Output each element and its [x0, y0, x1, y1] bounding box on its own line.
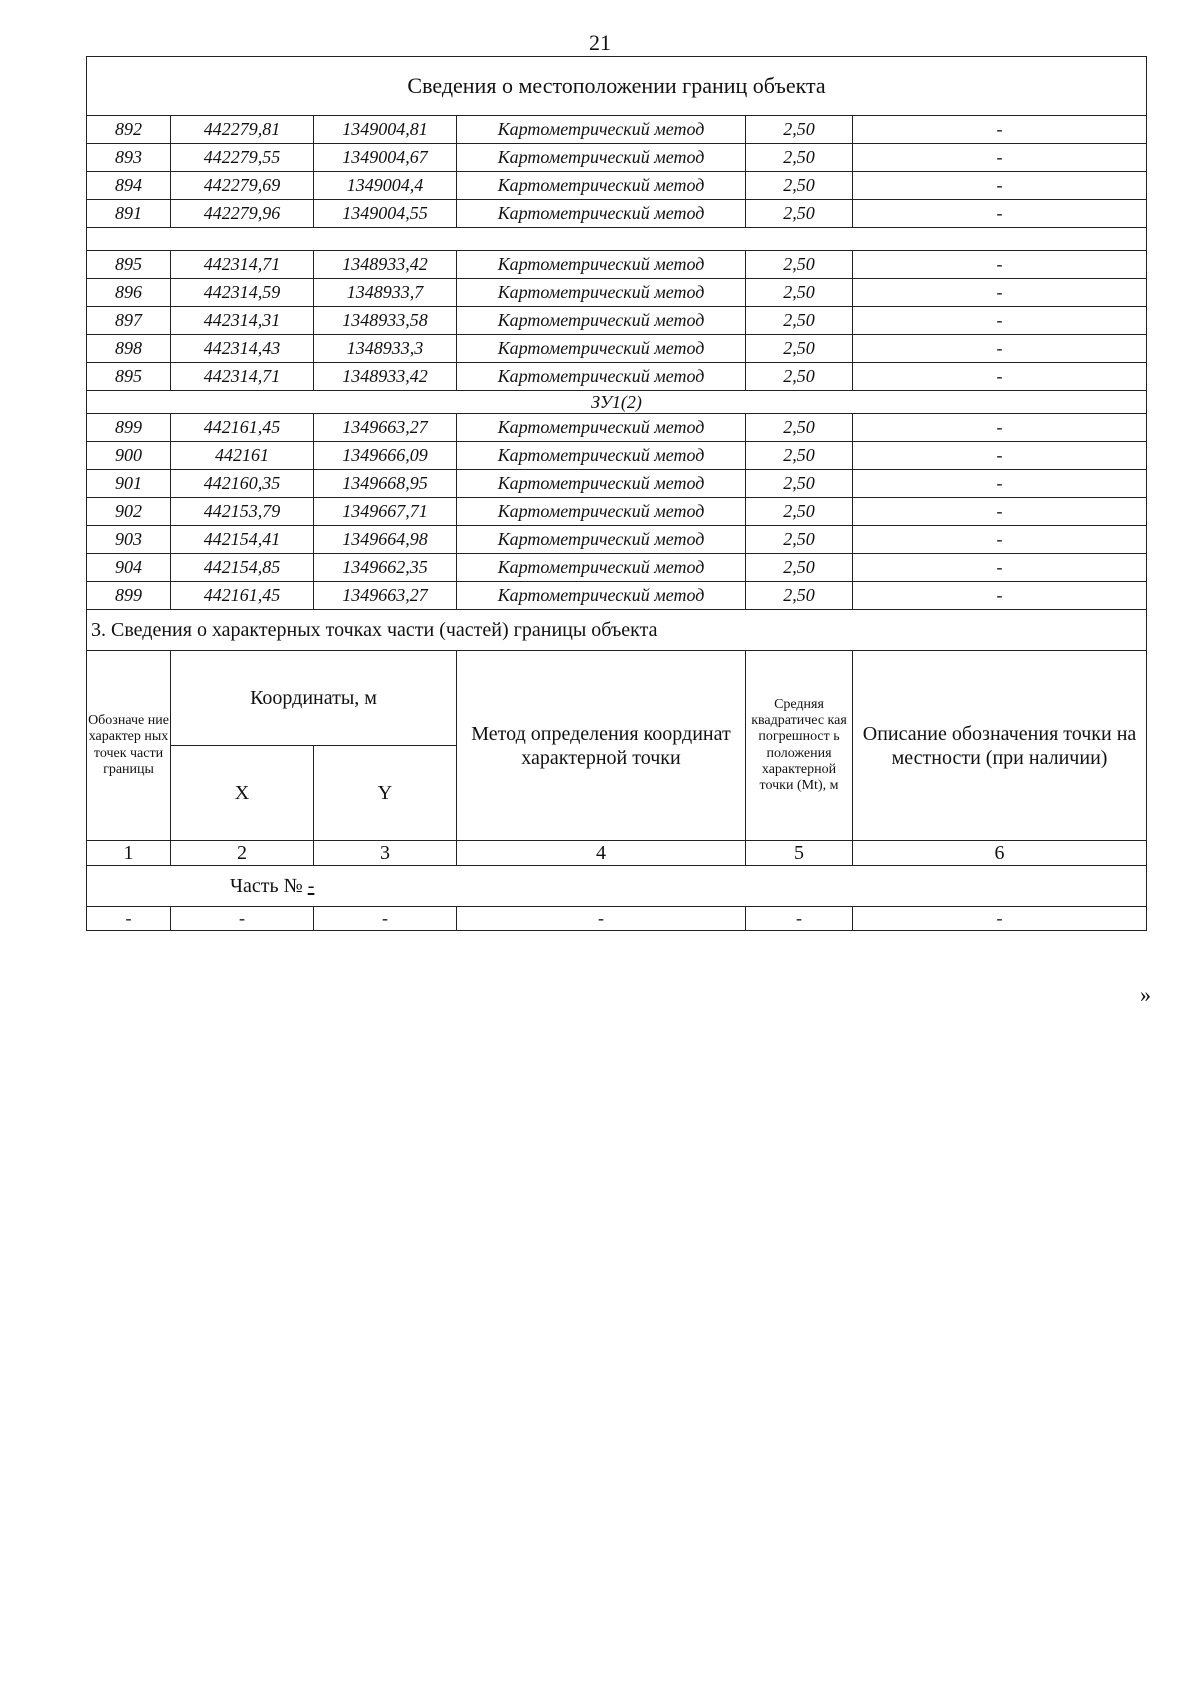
- table-cell: Картометрический метод: [457, 279, 746, 307]
- column-numbers-row: [87, 841, 1147, 866]
- section3-title: 3. Сведения о характерных точках части (частей) границы объекта: [87, 610, 1147, 651]
- table-cell: 2,50: [746, 442, 853, 470]
- table-row: [87, 335, 1147, 363]
- table-cell: 2,50: [746, 526, 853, 554]
- table-cell: 442154,41: [171, 526, 314, 554]
- table-cell: 902: [87, 498, 171, 526]
- table-row: [87, 582, 1147, 610]
- table-cell: 2,50: [746, 498, 853, 526]
- table-cell: Картометрический метод: [457, 526, 746, 554]
- table-row: [87, 144, 1147, 172]
- spacer-cell: [87, 228, 1147, 251]
- table-cell: 1349663,27: [314, 414, 457, 442]
- table-cell: 2,50: [746, 116, 853, 144]
- table-cell: 899: [87, 582, 171, 610]
- table-cell: 442160,35: [171, 470, 314, 498]
- table-cell: 1349004,81: [314, 116, 457, 144]
- column-number: 1: [87, 841, 171, 866]
- table-row: [87, 307, 1147, 335]
- boundary-table: [86, 56, 1147, 931]
- table-cell: -: [853, 526, 1147, 554]
- table-cell: -: [853, 470, 1147, 498]
- table-cell: 894: [87, 172, 171, 200]
- table-cell: 1349667,71: [314, 498, 457, 526]
- table-cell: 2,50: [746, 251, 853, 279]
- table-cell: 1349668,95: [314, 470, 457, 498]
- table-row: [87, 279, 1147, 307]
- part-label: Часть №: [230, 874, 308, 897]
- table-cell: 442161,45: [171, 414, 314, 442]
- column-number: 2: [171, 841, 314, 866]
- column-number: 3: [314, 841, 457, 866]
- column-number: 4: [457, 841, 746, 866]
- table-row: [87, 470, 1147, 498]
- table-cell: Картометрический метод: [457, 554, 746, 582]
- table-cell: -: [853, 307, 1147, 335]
- table-cell: Картометрический метод: [457, 498, 746, 526]
- table-cell: -: [853, 554, 1147, 582]
- table-cell: Картометрический метод: [457, 251, 746, 279]
- table-cell: 442314,59: [171, 279, 314, 307]
- table-cell: 1349663,27: [314, 582, 457, 610]
- table-cell: -: [853, 582, 1147, 610]
- table-cell: 893: [87, 144, 171, 172]
- table-cell: 1348933,3: [314, 335, 457, 363]
- table-cell: 2,50: [746, 172, 853, 200]
- table-cell: -: [853, 363, 1147, 391]
- table-cell: 2,50: [746, 144, 853, 172]
- table-cell: -: [853, 414, 1147, 442]
- table-row: [87, 251, 1147, 279]
- table-row: [87, 526, 1147, 554]
- table-cell: Картометрический метод: [457, 200, 746, 228]
- table-cell: 896: [87, 279, 171, 307]
- page-number: 21: [589, 30, 611, 55]
- table-cell: 903: [87, 526, 171, 554]
- table-cell: 442279,69: [171, 172, 314, 200]
- table-cell: 2,50: [746, 200, 853, 228]
- table-row: [87, 172, 1147, 200]
- table-row: [87, 200, 1147, 228]
- table-cell: -: [853, 498, 1147, 526]
- table-cell: 1349004,67: [314, 144, 457, 172]
- table-cell: 1348933,42: [314, 363, 457, 391]
- table-cell: 442314,31: [171, 307, 314, 335]
- table-cell: 442161: [171, 442, 314, 470]
- table-cell: 2,50: [746, 363, 853, 391]
- table-cell: 442314,43: [171, 335, 314, 363]
- table-cell: 2,50: [746, 307, 853, 335]
- table-cell: -: [853, 279, 1147, 307]
- table-cell: 1349662,35: [314, 554, 457, 582]
- table-cell: -: [171, 907, 314, 931]
- header-method: Метод определения координат характерной точки: [457, 651, 746, 841]
- table-cell: 442153,79: [171, 498, 314, 526]
- table-cell: 2,50: [746, 470, 853, 498]
- table-cell: 442314,71: [171, 251, 314, 279]
- table-cell: 1349004,55: [314, 200, 457, 228]
- header-coordinates: Координаты, м: [171, 651, 457, 746]
- table-cell: 895: [87, 363, 171, 391]
- table-cell: -: [853, 144, 1147, 172]
- table-cell: 891: [87, 200, 171, 228]
- header-point-designation: Обозначе ние характер ных точек части границы: [87, 651, 171, 841]
- table-cell: -: [853, 335, 1147, 363]
- header-error: Средняя квадратичес кая погрешност ь положения характерной точки (Mt), м: [746, 651, 853, 841]
- spacer-row: [87, 228, 1147, 251]
- table-row: [87, 414, 1147, 442]
- part-number: -: [307, 874, 315, 897]
- table-cell: 1349664,98: [314, 526, 457, 554]
- table-cell: 1348933,7: [314, 279, 457, 307]
- table-cell: 1349004,4: [314, 172, 457, 200]
- table-cell: Картометрический метод: [457, 335, 746, 363]
- table-cell: 442161,45: [171, 582, 314, 610]
- table-cell: -: [457, 907, 746, 931]
- table-cell: 1348933,42: [314, 251, 457, 279]
- table-cell: -: [87, 907, 171, 931]
- table-cell: -: [853, 200, 1147, 228]
- table-cell: 900: [87, 442, 171, 470]
- table-cell: 442279,96: [171, 200, 314, 228]
- table-cell: 442314,71: [171, 363, 314, 391]
- column-number: 5: [746, 841, 853, 866]
- table-cell: Картометрический метод: [457, 172, 746, 200]
- table-cell: -: [314, 907, 457, 931]
- table-cell: 901: [87, 470, 171, 498]
- zu-label: ЗУ1(2): [87, 391, 1147, 414]
- table-cell: 2,50: [746, 279, 853, 307]
- table-cell: 2,50: [746, 335, 853, 363]
- table-cell: 897: [87, 307, 171, 335]
- header-x: X: [171, 746, 314, 841]
- table-cell: 899: [87, 414, 171, 442]
- table-cell: 1349666,09: [314, 442, 457, 470]
- table-cell: 898: [87, 335, 171, 363]
- table-cell: -: [853, 116, 1147, 144]
- table-cell: -: [853, 907, 1147, 931]
- table-title: Сведения о местоположении границ объекта: [87, 57, 1147, 116]
- table-row: [87, 442, 1147, 470]
- table-cell: 442279,55: [171, 144, 314, 172]
- table-cell: 904: [87, 554, 171, 582]
- table-cell: -: [853, 172, 1147, 200]
- table-cell: Картометрический метод: [457, 307, 746, 335]
- table-cell: Картометрический метод: [457, 582, 746, 610]
- table-cell: 2,50: [746, 554, 853, 582]
- table-cell: 442154,85: [171, 554, 314, 582]
- table-cell: 2,50: [746, 414, 853, 442]
- table-cell: 1348933,58: [314, 307, 457, 335]
- table-cell: -: [853, 251, 1147, 279]
- table-cell: 442279,81: [171, 116, 314, 144]
- part-label-cell: [87, 866, 1147, 907]
- table-row: [87, 498, 1147, 526]
- table-cell: -: [746, 907, 853, 931]
- table-row: [87, 554, 1147, 582]
- table-row: [87, 116, 1147, 144]
- table-cell: 892: [87, 116, 171, 144]
- table-cell: 895: [87, 251, 171, 279]
- closing-quote: »: [1140, 982, 1151, 1007]
- table-cell: -: [853, 442, 1147, 470]
- table-cell: Картометрический метод: [457, 144, 746, 172]
- table-cell: Картометрический метод: [457, 414, 746, 442]
- header-y: Y: [314, 746, 457, 841]
- header-description: Описание обозначения точки на местности (при наличии): [853, 651, 1147, 841]
- table-cell: 2,50: [746, 582, 853, 610]
- table-cell: Картометрический метод: [457, 116, 746, 144]
- table-row: [87, 363, 1147, 391]
- empty-part-row: [87, 907, 1147, 931]
- table-cell: Картометрический метод: [457, 442, 746, 470]
- zu-label-row: [87, 391, 1147, 414]
- table-cell: Картометрический метод: [457, 470, 746, 498]
- table-cell: Картометрический метод: [457, 363, 746, 391]
- column-number: 6: [853, 841, 1147, 866]
